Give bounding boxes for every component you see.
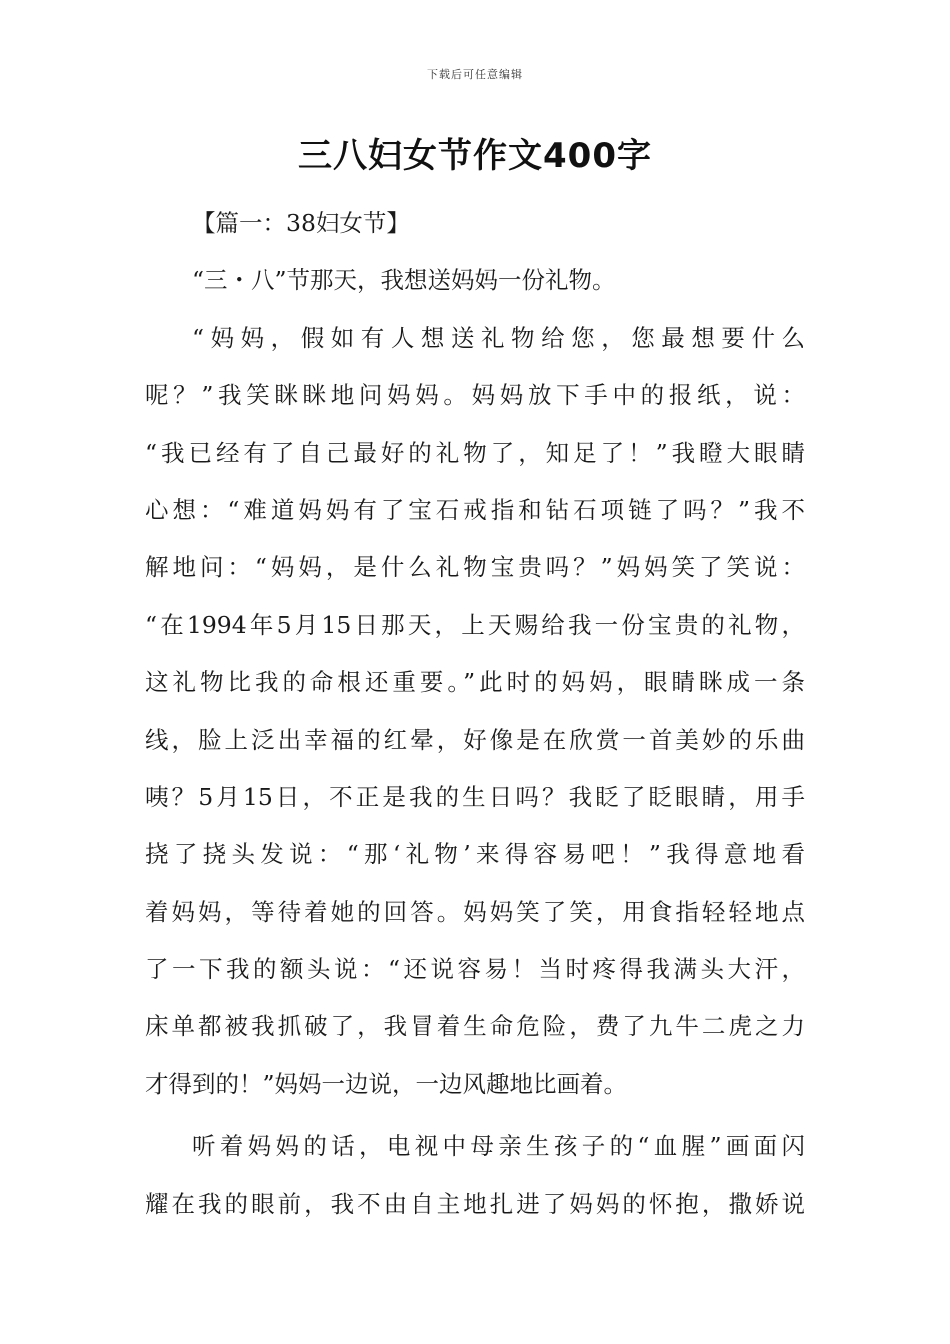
paragraph-2	[145, 310, 805, 1113]
paragraph-line: 耀在我的眼前，我不由自主地扎进了妈妈的怀抱，撒娇说	[145, 1189, 805, 1218]
document-body	[145, 195, 805, 1233]
paragraph-line: 心想：“难道妈妈有了宝石戒指和钻石项链了吗？”我不	[145, 495, 805, 524]
paragraph-line: “在1994年5月15日那天，上天赐给我一份宝贵的礼物，	[145, 610, 805, 639]
paragraph-line: 才得到的！”妈妈一边说，一边风趣地比画着。	[145, 1069, 628, 1098]
paragraph-line: 挠了挠头发说：“那‘礼物’来得容易吧！”我得意地看	[145, 840, 805, 869]
paragraph-line: 咦？5月15日，不正是我的生日吗？我眨了眨眼睛，用手	[145, 782, 805, 811]
paragraph-line: 床单都被我抓破了，我冒着生命危险，费了九牛二虎之力	[145, 1012, 805, 1041]
paragraph-3	[145, 1118, 805, 1233]
paragraph-line: 听着妈妈的话，电视中母亲生孩子的“血腥”画面闪	[192, 1132, 805, 1161]
header-note: 下载后可任意编辑	[427, 68, 523, 81]
paragraph-line: “我已经有了自己最好的礼物了，知足了！”我瞪大眼睛	[145, 438, 805, 467]
paragraph-line: 这礼物比我的命根还重要。”此时的妈妈，眼睛眯成一条	[145, 668, 805, 697]
paragraph-line: 着妈妈，等待着她的回答。妈妈笑了笑，用食指轻轻地点	[145, 897, 805, 926]
paragraph-1	[145, 252, 805, 309]
paragraph-line: “妈妈，假如有人想送礼物给您，您最想要什么	[192, 323, 805, 352]
document-title: 三八妇女节作文400字	[298, 136, 652, 176]
paragraph-line: 了一下我的额头说：“还说容易！当时疼得我满头大汗，	[145, 955, 805, 984]
paragraph-line: 线，脸上泛出幸福的红晕，好像是在欣赏一首美妙的乐曲	[145, 725, 805, 754]
paragraph-line: 呢？”我笑眯眯地问妈妈。妈妈放下手中的报纸，说：	[145, 381, 805, 410]
paragraph-line: “三・八”节那天，我想送妈妈一份礼物。	[192, 266, 616, 295]
section-heading: 【篇一：38妇女节】	[192, 209, 410, 237]
paragraph-line: 解地问：“妈妈，是什么礼物宝贵吗？”妈妈笑了笑说：	[145, 553, 805, 582]
